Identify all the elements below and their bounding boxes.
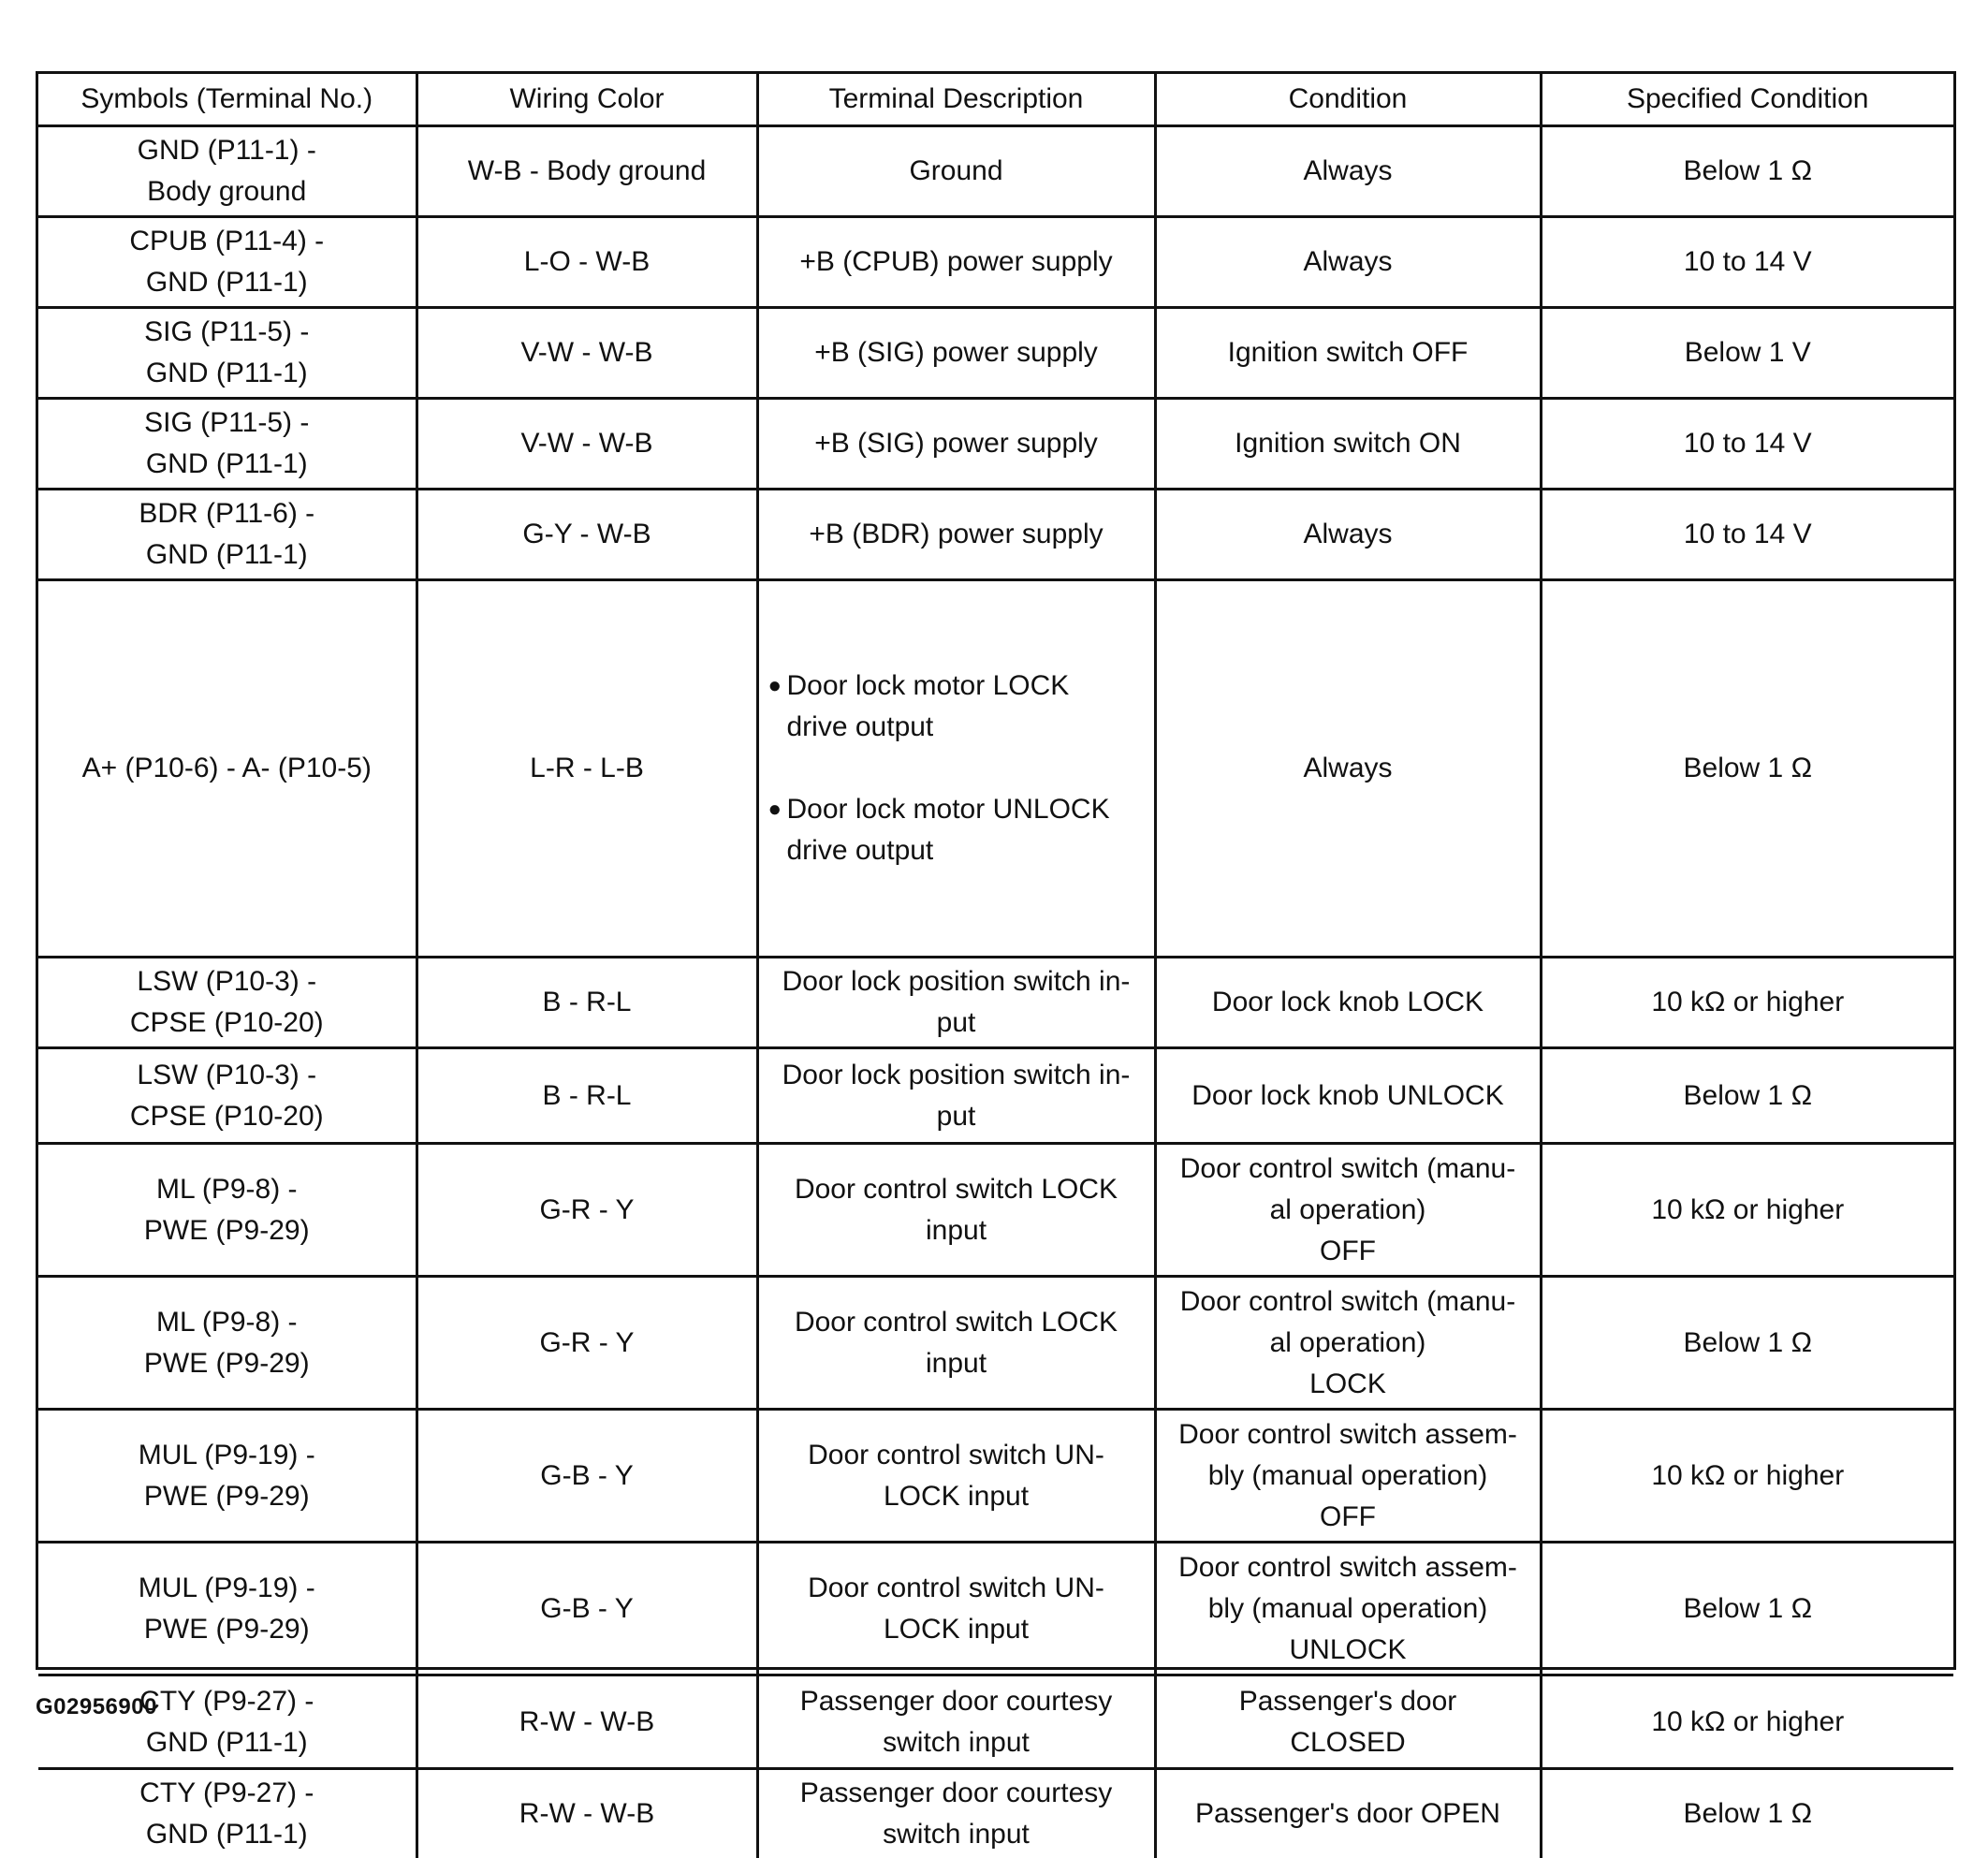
cell-condition: Always	[1155, 490, 1541, 580]
list-item-text: Door lock motor LOCK drive output	[786, 670, 1070, 742]
table-row	[38, 490, 1953, 580]
bullet-icon: ●	[767, 673, 782, 698]
cell-wiring-color: B - R-L	[417, 1048, 757, 1144]
cell-condition: Always	[1155, 126, 1541, 217]
cell-symbols: GND (P11-1) - Body ground	[38, 126, 417, 217]
cell-description: Door control switch UN- LOCK input	[757, 1543, 1155, 1675]
cell-wiring-color: R-W - W-B	[417, 1769, 757, 1858]
cell-description: +B (CPUB) power supply	[757, 217, 1155, 308]
cell-specified: 10 kΩ or higher	[1541, 1144, 1953, 1277]
cell-wiring-color: G-R - Y	[417, 1277, 757, 1410]
header-terminal-description: Terminal Description	[757, 74, 1155, 126]
cell-specified: 10 to 14 V	[1541, 399, 1953, 490]
cell-specified: 10 kΩ or higher	[1541, 1410, 1953, 1543]
description-bullet-list	[768, 624, 1145, 913]
cell-condition: Passenger's door OPEN	[1155, 1769, 1541, 1858]
table-row	[38, 958, 1953, 1048]
cell-wiring-color: G-B - Y	[417, 1543, 757, 1675]
cell-specified: 10 to 14 V	[1541, 217, 1953, 308]
cell-specified: Below 1 V	[1541, 308, 1953, 399]
table-row	[38, 1410, 1953, 1543]
cell-symbols: MUL (P9-19) - PWE (P9-29)	[38, 1543, 417, 1675]
header-row	[38, 74, 1953, 126]
cell-description: +B (SIG) power supply	[757, 308, 1155, 399]
cell-symbols: CPUB (P11-4) - GND (P11-1)	[38, 217, 417, 308]
list-item	[768, 789, 1145, 871]
table-row	[38, 399, 1953, 490]
cell-symbols: SIG (P11-5) - GND (P11-1)	[38, 399, 417, 490]
cell-specified: Below 1 Ω	[1541, 1277, 1953, 1410]
cell-wiring-color: G-R - Y	[417, 1144, 757, 1277]
cell-condition: Door control switch assem- bly (manual operation) OFF	[1155, 1410, 1541, 1543]
cell-symbols: BDR (P11-6) - GND (P11-1)	[38, 490, 417, 580]
cell-wiring-color: G-B - Y	[417, 1410, 757, 1543]
cell-condition: Passenger's door CLOSED	[1155, 1675, 1541, 1769]
table-row	[38, 217, 1953, 308]
cell-symbols: CTY (P9-27) - GND (P11-1)	[38, 1675, 417, 1769]
cell-condition: Ignition switch ON	[1155, 399, 1541, 490]
cell-symbols: ML (P9-8) - PWE (P9-29)	[38, 1277, 417, 1410]
cell-condition: Ignition switch OFF	[1155, 308, 1541, 399]
cell-specified: Below 1 Ω	[1541, 1769, 1953, 1858]
table-row	[38, 580, 1953, 958]
list-item-text: Door lock motor UNLOCK drive output	[786, 794, 1110, 866]
cell-description: Ground	[757, 126, 1155, 217]
header-wiring-color: Wiring Color	[417, 74, 757, 126]
cell-condition: Door control switch (manu- al operation) OFF	[1155, 1144, 1541, 1277]
cell-condition: Door control switch (manu- al operation) LOCK	[1155, 1277, 1541, 1410]
header-condition: Condition	[1155, 74, 1541, 126]
cell-wiring-color: G-Y - W-B	[417, 490, 757, 580]
header-symbols: Symbols (Terminal No.)	[38, 74, 417, 126]
cell-condition: Always	[1155, 217, 1541, 308]
cell-wiring-color: V-W - W-B	[417, 308, 757, 399]
cell-specified: Below 1 Ω	[1541, 1048, 1953, 1144]
table-row	[38, 1144, 1953, 1277]
table-row	[38, 1675, 1953, 1769]
cell-wiring-color: L-O - W-B	[417, 217, 757, 308]
cell-wiring-color: L-R - L-B	[417, 580, 757, 958]
cell-symbols: ML (P9-8) - PWE (P9-29)	[38, 1144, 417, 1277]
terminal-spec-table	[38, 74, 1953, 1858]
cell-symbols: LSW (P10-3) - CPSE (P10-20)	[38, 958, 417, 1048]
cell-condition: Always	[1155, 580, 1541, 958]
cell-symbols: CTY (P9-27) - GND (P11-1)	[38, 1769, 417, 1858]
cell-condition: Door lock knob LOCK	[1155, 958, 1541, 1048]
cell-specified: 10 kΩ or higher	[1541, 1675, 1953, 1769]
table-row	[38, 1277, 1953, 1410]
cell-symbols: SIG (P11-5) - GND (P11-1)	[38, 308, 417, 399]
cell-wiring-color: R-W - W-B	[417, 1675, 757, 1769]
cell-condition: Door lock knob UNLOCK	[1155, 1048, 1541, 1144]
cell-specified: Below 1 Ω	[1541, 580, 1953, 958]
cell-description: +B (BDR) power supply	[757, 490, 1155, 580]
cell-wiring-color: V-W - W-B	[417, 399, 757, 490]
cell-wiring-color: W-B - Body ground	[417, 126, 757, 217]
bullet-icon: ●	[767, 797, 782, 822]
header-specified-condition: Specified Condition	[1541, 74, 1953, 126]
cell-description: Door lock position switch in- put	[757, 1048, 1155, 1144]
cell-description: Passenger door courtesy switch input	[757, 1675, 1155, 1769]
cell-symbols: LSW (P10-3) - CPSE (P10-20)	[38, 1048, 417, 1144]
list-item	[768, 666, 1145, 748]
cell-description	[757, 580, 1155, 958]
table-row	[38, 308, 1953, 399]
cell-specified: 10 to 14 V	[1541, 490, 1953, 580]
cell-description: Door control switch UN- LOCK input	[757, 1410, 1155, 1543]
table-row	[38, 1048, 1953, 1144]
cell-symbols: A+ (P10-6) - A- (P10-5)	[38, 580, 417, 958]
cell-symbols: MUL (P9-19) - PWE (P9-29)	[38, 1410, 417, 1543]
cell-condition: Door control switch assem- bly (manual operation) UNLOCK	[1155, 1543, 1541, 1675]
cell-description: Door control switch LOCK input	[757, 1277, 1155, 1410]
cell-specified: Below 1 Ω	[1541, 1543, 1953, 1675]
cell-specified: Below 1 Ω	[1541, 126, 1953, 217]
cell-description: Door lock position switch in- put	[757, 958, 1155, 1048]
figure-id: G02956900	[36, 1694, 157, 1719]
cell-specified: 10 kΩ or higher	[1541, 958, 1953, 1048]
table-row	[38, 126, 1953, 217]
cell-wiring-color: B - R-L	[417, 958, 757, 1048]
cell-description: +B (SIG) power supply	[757, 399, 1155, 490]
cell-description: Passenger door courtesy switch input	[757, 1769, 1155, 1858]
table-row	[38, 1543, 1953, 1675]
cell-description: Door control switch LOCK input	[757, 1144, 1155, 1277]
